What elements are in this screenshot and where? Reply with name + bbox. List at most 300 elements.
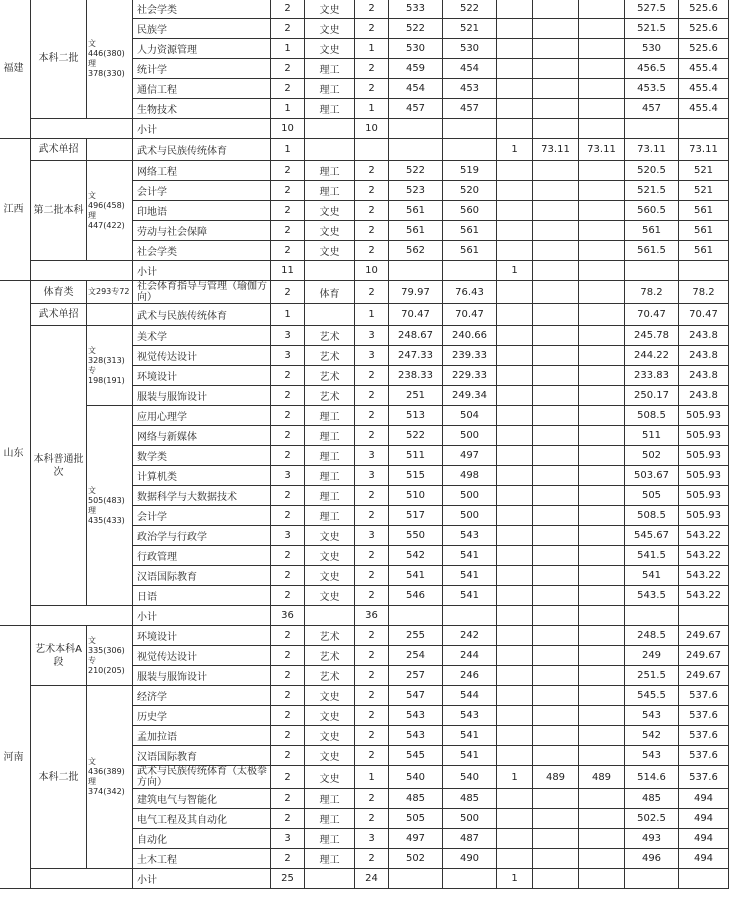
- max-score-cell: 522: [389, 426, 443, 446]
- subject-type-cell: 文史: [305, 586, 355, 606]
- extra-max-cell: [533, 466, 579, 486]
- major-cell: 应用心理学: [133, 406, 271, 426]
- extra-count-cell: [497, 221, 533, 241]
- plan-count-cell: 2: [271, 221, 305, 241]
- avg-score-cell: 527.5: [625, 0, 679, 19]
- subject-line-cell: [87, 304, 133, 326]
- extra-max-cell: [533, 626, 579, 646]
- admit-count-cell: 2: [355, 0, 389, 19]
- batch-cell: 武术单招: [31, 304, 87, 326]
- subtotal-empty: [625, 869, 679, 889]
- line-score-cell: 561: [679, 221, 729, 241]
- extra-min-cell: [579, 626, 625, 646]
- plan-count-cell: 2: [271, 849, 305, 869]
- subject-type-cell: 文史: [305, 746, 355, 766]
- extra-min-cell: [579, 346, 625, 366]
- extra-count-cell: [497, 546, 533, 566]
- line-score-cell: 543.22: [679, 586, 729, 606]
- subject-type-cell: 文史: [305, 726, 355, 746]
- extra-max-cell: [533, 446, 579, 466]
- extra-min-cell: 73.11: [579, 139, 625, 161]
- min-score-cell: 244: [443, 646, 497, 666]
- admit-count-cell: 3: [355, 829, 389, 849]
- min-score-cell: 229.33: [443, 366, 497, 386]
- subject-type-cell: 理工: [305, 849, 355, 869]
- major-cell: 印地语: [133, 201, 271, 221]
- subject-line-cell: 文335(306) 专210(205): [87, 626, 133, 686]
- plan-count-cell: 2: [271, 241, 305, 261]
- avg-score-cell: 521.5: [625, 181, 679, 201]
- extra-count-cell: [497, 386, 533, 406]
- extra-max-cell: [533, 0, 579, 19]
- max-score-cell: 248.67: [389, 326, 443, 346]
- line-score-cell: 494: [679, 849, 729, 869]
- max-score-cell: 238.33: [389, 366, 443, 386]
- admit-count-cell: [355, 139, 389, 161]
- table-row: [0, 406, 729, 426]
- subtotal-row: [0, 261, 729, 281]
- line-score-cell: 505.93: [679, 466, 729, 486]
- plan-count-cell: 3: [271, 526, 305, 546]
- subject-line-cell: 文293专72: [87, 281, 133, 304]
- max-score-cell: 547: [389, 686, 443, 706]
- min-score-cell: 498: [443, 466, 497, 486]
- min-score-cell: [443, 139, 497, 161]
- extra-min-cell: [579, 201, 625, 221]
- line-score-cell: 525.6: [679, 0, 729, 19]
- admit-count-cell: 2: [355, 626, 389, 646]
- extra-max-cell: [533, 809, 579, 829]
- subtotal-empty: [533, 119, 579, 139]
- subject-type-cell: 文史: [305, 706, 355, 726]
- plan-count-cell: 1: [271, 39, 305, 59]
- extra-min-cell: [579, 59, 625, 79]
- extra-max-cell: [533, 789, 579, 809]
- min-score-cell: 543: [443, 706, 497, 726]
- max-score-cell: 454: [389, 79, 443, 99]
- subtotal-empty: [305, 869, 355, 889]
- avg-score-cell: 453.5: [625, 79, 679, 99]
- extra-max-cell: [533, 506, 579, 526]
- major-cell: 建筑电气与智能化: [133, 789, 271, 809]
- subtotal-plan: 11: [271, 261, 305, 281]
- major-cell: 服装与服饰设计: [133, 386, 271, 406]
- table-row: [0, 0, 729, 19]
- line-score-cell: 561: [679, 201, 729, 221]
- plan-count-cell: 2: [271, 201, 305, 221]
- plan-count-cell: 2: [271, 666, 305, 686]
- subtotal-extra: [497, 119, 533, 139]
- line-score-cell: 537.6: [679, 706, 729, 726]
- subject-type-cell: 文史: [305, 19, 355, 39]
- extra-min-cell: [579, 221, 625, 241]
- extra-max-cell: [533, 181, 579, 201]
- plan-count-cell: 2: [271, 766, 305, 789]
- extra-min-cell: [579, 686, 625, 706]
- line-score-cell: 243.8: [679, 386, 729, 406]
- line-score-cell: 494: [679, 829, 729, 849]
- extra-count-cell: [497, 181, 533, 201]
- subject-type-cell: 理工: [305, 406, 355, 426]
- subject-type-cell: 文史: [305, 39, 355, 59]
- subject-type-cell: [305, 139, 355, 161]
- extra-max-cell: [533, 526, 579, 546]
- max-score-cell: 562: [389, 241, 443, 261]
- major-cell: 视觉传达设计: [133, 346, 271, 366]
- avg-score-cell: 508.5: [625, 406, 679, 426]
- plan-count-cell: 2: [271, 626, 305, 646]
- plan-count-cell: 2: [271, 181, 305, 201]
- subtotal-empty: [533, 606, 579, 626]
- admit-count-cell: 2: [355, 221, 389, 241]
- subtotal-empty: [579, 869, 625, 889]
- extra-min-cell: [579, 726, 625, 746]
- subject-line-cell: 文328(313) 专198(191): [87, 326, 133, 406]
- extra-max-cell: [533, 686, 579, 706]
- major-cell: 武术与民族传统体育: [133, 304, 271, 326]
- extra-max-cell: 73.11: [533, 139, 579, 161]
- avg-score-cell: 493: [625, 829, 679, 849]
- subtotal-empty: [579, 119, 625, 139]
- subject-type-cell: 理工: [305, 99, 355, 119]
- line-score-cell: 494: [679, 809, 729, 829]
- extra-max-cell: [533, 726, 579, 746]
- line-score-cell: 543.22: [679, 566, 729, 586]
- extra-count-cell: [497, 446, 533, 466]
- subject-type-cell: 理工: [305, 506, 355, 526]
- extra-max-cell: [533, 59, 579, 79]
- extra-max-cell: [533, 646, 579, 666]
- table-row: [0, 281, 729, 304]
- subtotal-empty: [389, 606, 443, 626]
- extra-min-cell: 489: [579, 766, 625, 789]
- plan-count-cell: 2: [271, 726, 305, 746]
- admit-count-cell: 2: [355, 789, 389, 809]
- admit-count-cell: 3: [355, 326, 389, 346]
- admit-count-cell: 1: [355, 39, 389, 59]
- major-cell: 通信工程: [133, 79, 271, 99]
- line-score-cell: 505.93: [679, 426, 729, 446]
- extra-max-cell: [533, 706, 579, 726]
- subtotal-extra: 1: [497, 869, 533, 889]
- avg-score-cell: 502: [625, 446, 679, 466]
- major-cell: 政治学与行政学: [133, 526, 271, 546]
- subtotal-empty: [305, 606, 355, 626]
- extra-count-cell: [497, 281, 533, 304]
- subtotal-admit: 36: [355, 606, 389, 626]
- province-cell: 江西: [0, 139, 31, 281]
- line-score-cell: 537.6: [679, 686, 729, 706]
- extra-count-cell: [497, 161, 533, 181]
- admit-count-cell: 2: [355, 566, 389, 586]
- major-cell: 视觉传达设计: [133, 646, 271, 666]
- extra-min-cell: [579, 326, 625, 346]
- extra-min-cell: [579, 586, 625, 606]
- min-score-cell: 239.33: [443, 346, 497, 366]
- admit-count-cell: 2: [355, 426, 389, 446]
- extra-min-cell: [579, 746, 625, 766]
- extra-count-cell: [497, 59, 533, 79]
- extra-min-cell: [579, 426, 625, 446]
- major-cell: 生物技术: [133, 99, 271, 119]
- extra-max-cell: [533, 161, 579, 181]
- extra-count-cell: [497, 746, 533, 766]
- subject-type-cell: 文史: [305, 686, 355, 706]
- extra-max-cell: [533, 304, 579, 326]
- admit-count-cell: 1: [355, 304, 389, 326]
- min-score-cell: 249.34: [443, 386, 497, 406]
- extra-count-cell: [497, 0, 533, 19]
- subtotal-empty: [533, 869, 579, 889]
- line-score-cell: 537.6: [679, 726, 729, 746]
- extra-min-cell: [579, 39, 625, 59]
- max-score-cell: 511: [389, 446, 443, 466]
- subtotal-empty: [389, 869, 443, 889]
- line-score-cell: 494: [679, 789, 729, 809]
- subtotal-empty: [443, 119, 497, 139]
- extra-count-cell: [497, 849, 533, 869]
- major-cell: 统计学: [133, 59, 271, 79]
- min-score-cell: 561: [443, 221, 497, 241]
- max-score-cell: 513: [389, 406, 443, 426]
- subtotal-plan: 36: [271, 606, 305, 626]
- major-cell: 会计学: [133, 181, 271, 201]
- batch-cell: 武术单招: [31, 139, 87, 161]
- extra-min-cell: [579, 666, 625, 686]
- subtotal-empty: [625, 606, 679, 626]
- subtotal-blank: [31, 869, 133, 889]
- subject-type-cell: 艺术: [305, 366, 355, 386]
- min-score-cell: 540: [443, 766, 497, 789]
- subtotal-admit: 24: [355, 869, 389, 889]
- subtotal-extra: [497, 606, 533, 626]
- line-score-cell: 243.8: [679, 326, 729, 346]
- avg-score-cell: 70.47: [625, 304, 679, 326]
- admit-count-cell: 2: [355, 849, 389, 869]
- min-score-cell: 76.43: [443, 281, 497, 304]
- line-score-cell: 543.22: [679, 546, 729, 566]
- major-cell: 日语: [133, 586, 271, 606]
- admit-count-cell: 2: [355, 181, 389, 201]
- subtotal-empty: [625, 261, 679, 281]
- line-score-cell: 249.67: [679, 646, 729, 666]
- min-score-cell: 246: [443, 666, 497, 686]
- batch-cell: 本科普通批次: [31, 326, 87, 606]
- subject-type-cell: 艺术: [305, 326, 355, 346]
- min-score-cell: 457: [443, 99, 497, 119]
- min-score-cell: 500: [443, 809, 497, 829]
- subject-type-cell: 理工: [305, 446, 355, 466]
- admit-count-cell: 2: [355, 406, 389, 426]
- line-score-cell: 249.67: [679, 666, 729, 686]
- extra-max-cell: [533, 79, 579, 99]
- subject-type-cell: 艺术: [305, 646, 355, 666]
- plan-count-cell: 2: [271, 706, 305, 726]
- max-score-cell: 523: [389, 181, 443, 201]
- min-score-cell: 543: [443, 526, 497, 546]
- admit-count-cell: 2: [355, 386, 389, 406]
- subject-type-cell: 理工: [305, 59, 355, 79]
- plan-count-cell: 3: [271, 466, 305, 486]
- subject-type-cell: 文史: [305, 546, 355, 566]
- min-score-cell: 504: [443, 406, 497, 426]
- major-cell: 自动化: [133, 829, 271, 849]
- plan-count-cell: 2: [271, 486, 305, 506]
- avg-score-cell: 251.5: [625, 666, 679, 686]
- line-score-cell: 537.6: [679, 746, 729, 766]
- max-score-cell: 254: [389, 646, 443, 666]
- avg-score-cell: 561.5: [625, 241, 679, 261]
- max-score-cell: 257: [389, 666, 443, 686]
- batch-cell: 第二批本科: [31, 161, 87, 261]
- major-cell: 行政管理: [133, 546, 271, 566]
- avg-score-cell: 248.5: [625, 626, 679, 646]
- subject-line-cell: 文436(389) 理374(342): [87, 686, 133, 869]
- extra-min-cell: [579, 446, 625, 466]
- subject-type-cell: 理工: [305, 426, 355, 446]
- extra-count-cell: [497, 526, 533, 546]
- avg-score-cell: 514.6: [625, 766, 679, 789]
- extra-count-cell: [497, 346, 533, 366]
- admit-count-cell: 3: [355, 526, 389, 546]
- min-score-cell: 521: [443, 19, 497, 39]
- plan-count-cell: 1: [271, 304, 305, 326]
- extra-count-cell: [497, 829, 533, 849]
- extra-count-cell: [497, 241, 533, 261]
- extra-min-cell: [579, 366, 625, 386]
- avg-score-cell: 233.83: [625, 366, 679, 386]
- plan-count-cell: 2: [271, 746, 305, 766]
- major-cell: 武术与民族传统体育: [133, 139, 271, 161]
- major-cell: 孟加拉语: [133, 726, 271, 746]
- extra-max-cell: [533, 486, 579, 506]
- line-score-cell: 249.67: [679, 626, 729, 646]
- avg-score-cell: 502.5: [625, 809, 679, 829]
- extra-min-cell: [579, 406, 625, 426]
- admit-count-cell: 2: [355, 746, 389, 766]
- extra-max-cell: [533, 19, 579, 39]
- subject-type-cell: 文史: [305, 566, 355, 586]
- min-score-cell: 240.66: [443, 326, 497, 346]
- plan-count-cell: 2: [271, 789, 305, 809]
- subject-line-cell: [87, 139, 133, 161]
- min-score-cell: 520: [443, 181, 497, 201]
- max-score-cell: 485: [389, 789, 443, 809]
- min-score-cell: 454: [443, 59, 497, 79]
- major-cell: 环境设计: [133, 366, 271, 386]
- line-score-cell: 70.47: [679, 304, 729, 326]
- batch-cell: 本科二批: [31, 0, 87, 119]
- batch-cell: 艺术本科A段: [31, 626, 87, 686]
- subject-type-cell: 理工: [305, 181, 355, 201]
- avg-score-cell: 542: [625, 726, 679, 746]
- min-score-cell: 541: [443, 546, 497, 566]
- major-cell: 数据科学与大数据技术: [133, 486, 271, 506]
- avg-score-cell: 244.22: [625, 346, 679, 366]
- plan-count-cell: 2: [271, 161, 305, 181]
- major-cell: 武术与民族传统体育（太极拳方向）: [133, 766, 271, 789]
- province-cell: 河南: [0, 626, 31, 889]
- max-score-cell: 517: [389, 506, 443, 526]
- admit-count-cell: 3: [355, 446, 389, 466]
- subject-type-cell: 理工: [305, 829, 355, 849]
- subtotal-row: [0, 119, 729, 139]
- major-cell: 社会体育指导与管理（瑜伽方向）: [133, 281, 271, 304]
- extra-count-cell: [497, 366, 533, 386]
- plan-count-cell: 2: [271, 59, 305, 79]
- extra-count-cell: [497, 646, 533, 666]
- min-score-cell: 541: [443, 566, 497, 586]
- avg-score-cell: 520.5: [625, 161, 679, 181]
- line-score-cell: 561: [679, 241, 729, 261]
- major-cell: 网络工程: [133, 161, 271, 181]
- major-cell: 人力资源管理: [133, 39, 271, 59]
- extra-count-cell: 1: [497, 766, 533, 789]
- plan-count-cell: 3: [271, 346, 305, 366]
- subtotal-admit: 10: [355, 119, 389, 139]
- subtotal-extra: 1: [497, 261, 533, 281]
- subtotal-empty: [533, 261, 579, 281]
- plan-count-cell: 2: [271, 366, 305, 386]
- extra-count-cell: [497, 326, 533, 346]
- max-score-cell: 251: [389, 386, 443, 406]
- major-cell: 社会学类: [133, 241, 271, 261]
- plan-count-cell: 2: [271, 506, 305, 526]
- extra-min-cell: [579, 646, 625, 666]
- admit-count-cell: 2: [355, 546, 389, 566]
- line-score-cell: 525.6: [679, 19, 729, 39]
- max-score-cell: 497: [389, 829, 443, 849]
- max-score-cell: 502: [389, 849, 443, 869]
- subject-type-cell: 理工: [305, 789, 355, 809]
- extra-max-cell: [533, 746, 579, 766]
- max-score-cell: 561: [389, 201, 443, 221]
- major-cell: 劳动与社会保障: [133, 221, 271, 241]
- extra-count-cell: [497, 706, 533, 726]
- major-cell: 历史学: [133, 706, 271, 726]
- extra-count-cell: 1: [497, 139, 533, 161]
- extra-max-cell: [533, 406, 579, 426]
- min-score-cell: 242: [443, 626, 497, 646]
- extra-max-cell: [533, 426, 579, 446]
- major-cell: 社会学类: [133, 0, 271, 19]
- subject-type-cell: [305, 304, 355, 326]
- subject-type-cell: 理工: [305, 161, 355, 181]
- min-score-cell: 485: [443, 789, 497, 809]
- extra-max-cell: [533, 221, 579, 241]
- extra-count-cell: [497, 686, 533, 706]
- plan-count-cell: 2: [271, 586, 305, 606]
- plan-count-cell: 2: [271, 566, 305, 586]
- subject-type-cell: 理工: [305, 809, 355, 829]
- extra-max-cell: [533, 829, 579, 849]
- min-score-cell: 541: [443, 746, 497, 766]
- avg-score-cell: 561: [625, 221, 679, 241]
- max-score-cell: 541: [389, 566, 443, 586]
- subtotal-empty: [679, 261, 729, 281]
- avg-score-cell: 245.78: [625, 326, 679, 346]
- max-score-cell: 522: [389, 161, 443, 181]
- plan-count-cell: 2: [271, 0, 305, 19]
- subtotal-blank: [31, 119, 133, 139]
- avg-score-cell: 73.11: [625, 139, 679, 161]
- avg-score-cell: 485: [625, 789, 679, 809]
- avg-score-cell: 78.2: [625, 281, 679, 304]
- extra-max-cell: [533, 241, 579, 261]
- subtotal-row: [0, 606, 729, 626]
- batch-cell: 本科二批: [31, 686, 87, 869]
- table-row: [0, 304, 729, 326]
